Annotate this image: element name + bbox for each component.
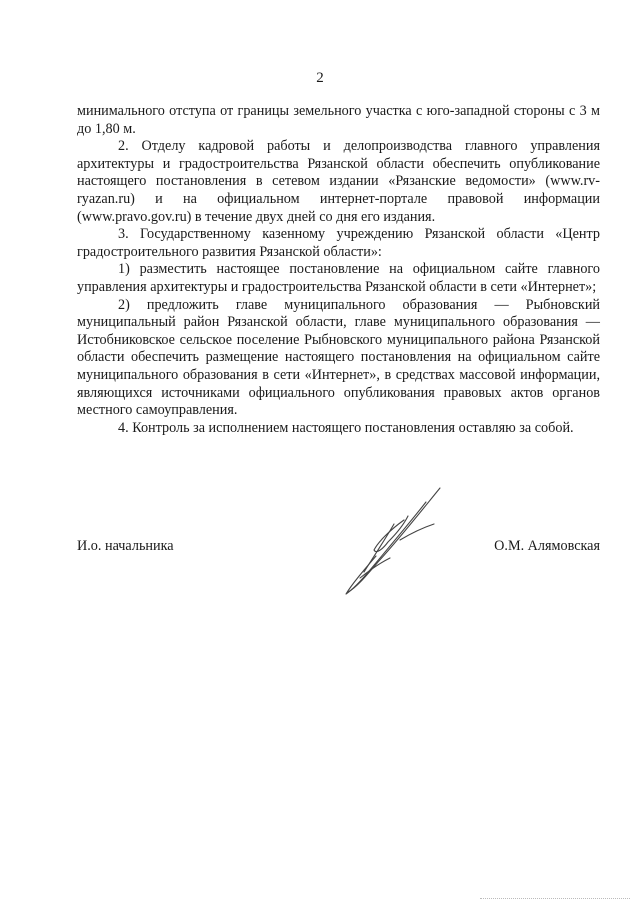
page-number: 2: [316, 70, 324, 86]
paragraph-item-2: 2. Отделу кадровой работы и делопроизводства главного управления архитектуры и градостроительства Рязанской области обеспечить опубликование настоящего постановления в сетевом издании «Рязанские ведомости» (www.rv-ryazan.ru) и на официальном интернет-портале правовой информации (www.pravo.gov.ru) в течение двух дней со дня его издания.: [77, 138, 600, 225]
paragraph-continuation: минимального отступа от границы земельного участка с юго-западной стороны с 3 м до 1,80 м.: [77, 103, 600, 137]
paragraph-subitem-3-1: 1) разместить настоящее постановление на официальном сайте главного управления архитектуры и градостроительства Рязанской области в сети «Интернет»;: [77, 261, 600, 295]
signatory-title: И.о. начальника: [77, 538, 174, 554]
paragraph-item-4: 4. Контроль за исполнением настоящего постановления оставляю за собой.: [118, 419, 574, 436]
paragraph-item-3: 3. Государственному казенному учреждению Рязанской области «Центр градостроительного развития Рязанской области»:: [77, 226, 600, 260]
handwritten-signature: [330, 480, 450, 600]
paragraph-subitem-3-2: 2) предложить главе муниципального образования — Рыбновский муниципальный район Рязанской области, главе муниципального образования — Истобниковское сельское поселение Рыбновского муниципального района Рязанской области обеспечить размещение настоящего постановления на официальном сайте муниципального образования в сети «Интернет», в средствах массовой информации, являющихся источниками официального опубликования правовых актов органов местного самоуправления.: [77, 296, 600, 419]
signatory-name: О.М. Алямовская: [494, 538, 600, 554]
footer-dotted-line: [480, 894, 630, 899]
document-body: [77, 103, 600, 437]
